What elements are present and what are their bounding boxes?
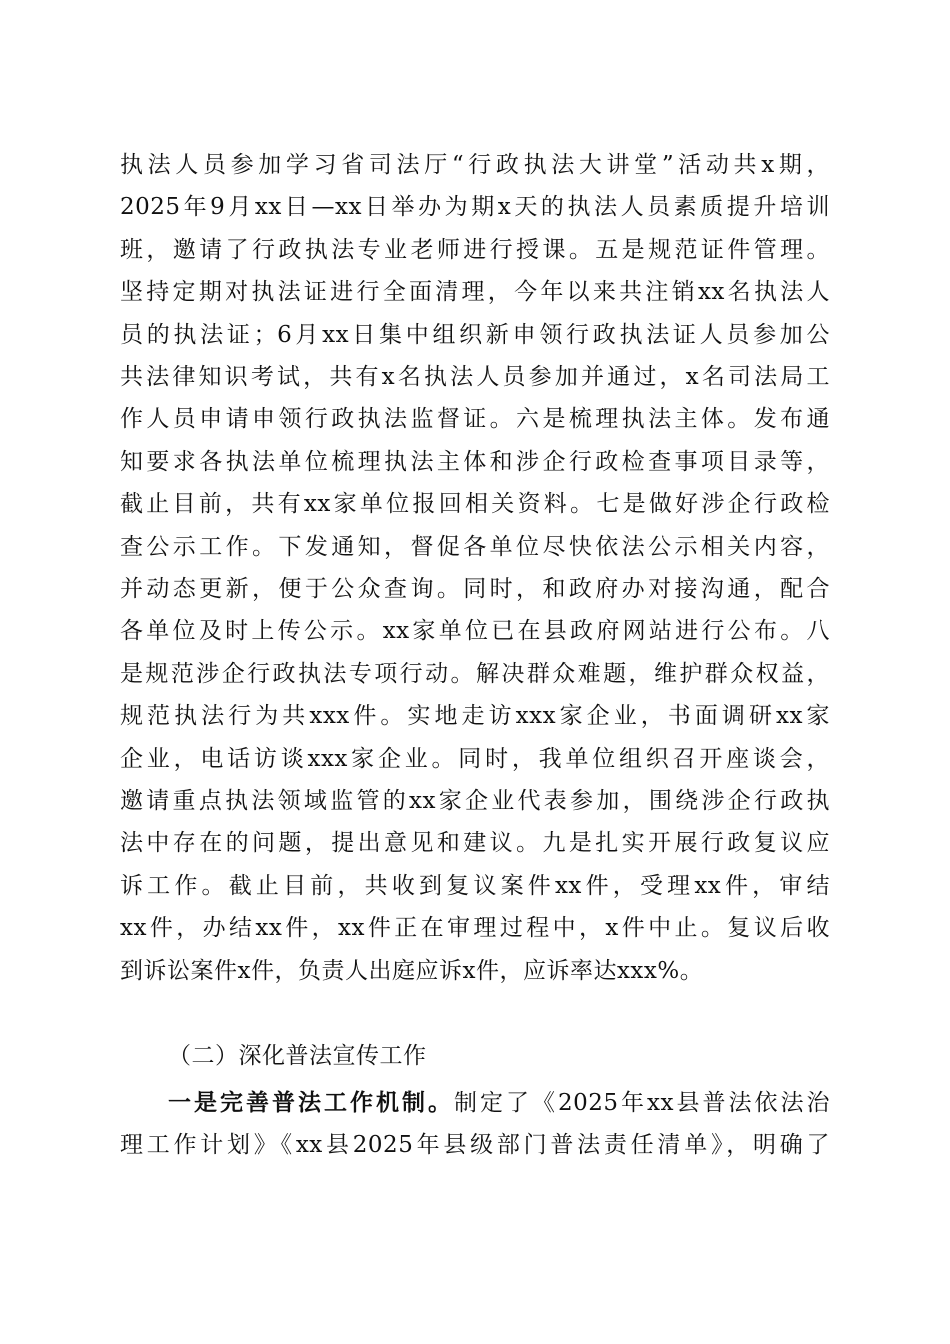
paragraph-line: 诉工作。截止目前，共收到复议案件xx件，受理xx件，审结 xyxy=(120,872,830,899)
paragraph-line: 理工作计划》《xx县2025年县级部门普法责任清单》，明确了 xyxy=(120,1132,830,1158)
paragraph-line: 查公示工作。下发通知，督促各单位尽快依法公示相关内容， xyxy=(120,533,830,560)
paragraph-line: 规范执法行为共xxx件。实地走访xxx家企业，书面调研xx家 xyxy=(120,703,830,730)
paragraph-line: 坚持定期对执法证进行全面清理，今年以来共注销xx名执法人 xyxy=(120,279,830,306)
paragraph-line: 执法人员参加学习省司法厅“行政执法大讲堂”活动共x期， xyxy=(120,152,830,178)
paragraph-line: 作人员申请申领行政执法监督证。六是梳理执法主体。发布通 xyxy=(120,406,830,433)
paragraph-line: 到诉讼案件x件，负责人出庭应诉x件，应诉率达xxx%。 xyxy=(120,957,704,984)
paragraph-text: 制定了《2025年xx县普法依法治 xyxy=(454,1090,830,1116)
paragraph-line: 2025年9月xx日—xx日举办为期x天的执法人员素质提升培训 xyxy=(120,194,830,221)
paragraph-line xyxy=(168,1081,830,1125)
paragraph-line: 企业，电话访谈xxx家企业。同时，我单位组织召开座谈会， xyxy=(120,745,830,772)
paragraph-line: 知要求各执法单位梳理执法主体和涉企行政检查事项目录等， xyxy=(120,448,830,475)
paragraph-line: 截止目前，共有xx家单位报回相关资料。七是做好涉企行政检 xyxy=(120,491,830,518)
paragraph-line: 是规范涉企行政执法专项行动。解决群众难题，维护群众权益， xyxy=(120,660,830,687)
paragraph-line: 员的执法证；6月xx日集中组织新申领行政执法证人员参加公 xyxy=(120,321,830,348)
bold-lead-text: 一是完善普法工作机制。 xyxy=(168,1089,455,1116)
paragraph-line: 班，邀请了行政执法专业老师进行授课。五是规范证件管理。 xyxy=(120,236,830,263)
paragraph-line: 邀请重点执法领域监管的xx家企业代表参加，围绕涉企行政执 xyxy=(120,788,830,814)
section-heading: （二）深化普法宣传工作 xyxy=(168,1043,427,1069)
paragraph-line: 共法律知识考试，共有x名执法人员参加并通过，x名司法局工 xyxy=(120,364,830,390)
paragraph-line: 法中存在的问题，提出意见和建议。九是扎实开展行政复议应 xyxy=(120,830,830,857)
paragraph-line: 各单位及时上传公示。xx家单位已在县政府网站进行公布。八 xyxy=(120,618,830,645)
paragraph-line: 并动态更新，便于公众查询。同时，和政府办对接沟通，配合 xyxy=(120,576,830,602)
paragraph-line: xx件，办结xx件，xx件正在审理过程中，x件中止。复议后收 xyxy=(120,915,830,942)
